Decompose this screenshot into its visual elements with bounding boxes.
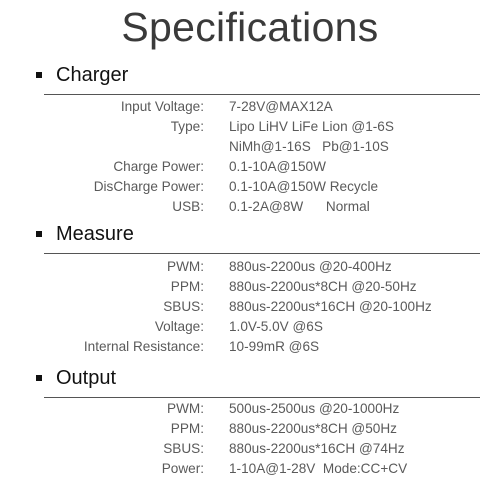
section-header-charger	[36, 60, 128, 90]
spec-row	[0, 419, 500, 439]
bullet-icon	[36, 375, 42, 381]
spec-value: Lipo LiHV LiFe Lion @1-6S	[229, 119, 394, 134]
spec-label: PWM:	[167, 259, 204, 274]
spec-row	[0, 117, 500, 137]
spec-label: Voltage:	[154, 319, 204, 334]
spec-value: 1-10A@1-28V Mode:CC+CV	[229, 461, 408, 476]
spec-row	[0, 97, 500, 117]
spec-row	[0, 439, 500, 459]
spec-row	[0, 157, 500, 177]
section-title-charger: Charger	[56, 64, 129, 86]
spec-value: 500us-2500us @20-1000Hz	[229, 401, 400, 416]
spec-value: 880us-2200us*8CH @20-50Hz	[229, 279, 417, 294]
section-header-output	[36, 363, 116, 393]
spec-row	[0, 317, 500, 337]
spec-value: 1.0V-5.0V @6S	[229, 319, 323, 334]
spec-value: 7-28V@MAX12A	[229, 99, 333, 114]
spec-label: Power:	[161, 461, 204, 476]
section-divider	[44, 253, 480, 254]
spec-value: 880us-2200us*8CH @50Hz	[229, 421, 397, 436]
spec-label: SBUS:	[163, 441, 204, 456]
spec-label: DisCharge Power:	[93, 179, 204, 194]
spec-value: 880us-2200us*16CH @20-100Hz	[229, 299, 432, 314]
spec-label: PWM:	[167, 401, 204, 416]
spec-row	[0, 137, 500, 157]
page-title: Specifications	[121, 4, 379, 50]
spec-row	[0, 177, 500, 197]
spec-label: PPM:	[170, 421, 204, 436]
section-title-output: Output	[56, 367, 117, 389]
section-title-measure: Measure	[56, 223, 134, 245]
spec-value: 0.1-10A@150W	[229, 159, 326, 174]
section-divider	[44, 397, 480, 398]
spec-value: 0.1-2A@8W Normal	[229, 199, 370, 214]
spec-row	[0, 337, 500, 357]
spec-row	[0, 197, 500, 217]
spec-label: Charge Power:	[113, 159, 204, 174]
spec-label: Input Voltage:	[120, 99, 204, 114]
spec-label: USB:	[172, 199, 204, 214]
spec-row	[0, 399, 500, 419]
spec-row	[0, 277, 500, 297]
spec-label: PPM:	[170, 279, 204, 294]
spec-value: 10-99mR @6S	[229, 339, 320, 354]
spec-row	[0, 297, 500, 317]
bullet-icon	[36, 231, 42, 237]
spec-label: Internal Resistance:	[83, 339, 204, 354]
spec-label: SBUS:	[163, 299, 204, 314]
section-divider	[44, 94, 480, 95]
bullet-icon	[36, 72, 42, 78]
spec-row	[0, 459, 500, 479]
spec-value: 880us-2200us*16CH @74Hz	[229, 441, 405, 456]
spec-value: 880us-2200us @20-400Hz	[229, 259, 392, 274]
section-header-measure	[36, 219, 134, 249]
spec-value: NiMh@1-16S Pb@1-10S	[229, 139, 389, 154]
spec-row	[0, 257, 500, 277]
spec-value: 0.1-10A@150W Recycle	[229, 179, 379, 194]
spec-label: Type:	[170, 119, 204, 134]
